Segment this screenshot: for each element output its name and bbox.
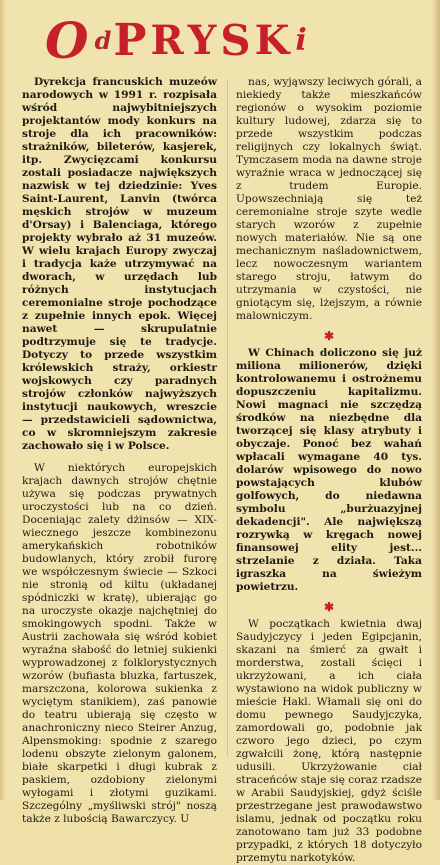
masthead-letter-o: O	[45, 11, 89, 70]
masthead-letter-r: R	[150, 17, 184, 64]
article-paragraph: W niektórych europejskich krajach dawnych strojów chętnie używa się podczas prywatnych uroczystości lub na co dzień. Doceniając zalety dżinsów — XIX-wiecznego jeszcze kombinezonu amerykańskich robotników budowlanych, który zrobił furorę we współczesnym świecie — Szkoci nie stronią od kiltu (układanej spódniczki w kratę), ubierając go na uroczyste okazje najchętniej do smokingowych spodni. Także w Austrii zachowała się wśród kobiet wyraźna słabość do letniej sukienki wyprowadzonej z folklorystycznych wzorów (bufiasta bluzka, fartuszek, marszczona, kolorowa sukienka z wyciętym stanikiem), zaś panowie do teatru ubierają się często w anachroniczny nieco Steirer Anzug, Alpensmoking: spodnie z szarego lodenu obszyte zielonym galonem, białe skarpetki i długi kubrak z paskiem, ozdobiony zielonymi wyłogami i złotymi guzikami. Szczególny „myśliwski strój" noszą także z lubością Bawarczycy. U	[22, 462, 217, 825]
asterisk-separator-icon: ✱	[323, 329, 335, 343]
article-paragraph: nas, wyjąwszy leciwych górali, a niekiedy także mieszkańców regionów o wysokim poziomie kultury ludowej, zdarza się to przede wszystkim podczas religijnych czy lokalnych świąt. Tymczasem moda na dawne stroje wyraźnie wraca w jednoczącej się z trudem Europie. Upowszechniają się też ceremonialne stroje szyte wedle starych wzorów z zupełnie nowych materiałów. Nie są one mechanicznym naśladownictwem, lecz nowoczesnym wariantem starego stroju, łatwym do utrzymania w czystości, nie gniotącym się, lżejszym, a równie malowniczym.	[236, 76, 422, 322]
right-column	[236, 76, 422, 865]
column-divider	[227, 80, 228, 756]
asterisk-separator-icon: ✱	[323, 600, 335, 614]
masthead-letter-p: P	[113, 15, 147, 66]
article-paragraph: Dyrekcja francuskich muzeów narodowych w 1991 r. rozpisała wśród najwybitniejszych projektantów mody konkurs na stroje dla ich pracowników: strażników, bileterów, kasjerek, itp. Zwycięzcami konkursu zostali posiadacze największych nazwisk w tej dziedzinie: Yves Saint-Laurent, Lanvin (twórca męskich strojów w muzeum d'Orsay) i Balenciaga, którego projekty wybrało aż 31 muzeów. W wielu krajach Europy zwyczaj i tradycja każe utrzymywać na dworach, w urzędach lub różnych instytucjach ceremonialne stroje pochodzące z zupełnie innych epok. Więcej nawet — skrupulatnie podtrzymuje się te tradycje. Dotyczy to przede wszystkim królewskich straży, orkiestr wojskowych czy paradnych strojów członków najwyższych instytucji naukowych, wreszcie — przedstawicieli sądownictwa, co w skromniejszym zakresie zachowało się i w Polsce.	[22, 76, 217, 452]
masthead-letter-s: S	[220, 16, 251, 65]
page-edge-left	[0, 0, 6, 800]
masthead-letter-i: i	[295, 23, 307, 58]
masthead-title	[45, 11, 415, 70]
left-column	[22, 76, 217, 826]
masthead-letter-y: Y	[187, 17, 217, 64]
masthead-letter-k: K	[254, 17, 290, 64]
masthead-letter-d: d	[94, 26, 112, 55]
article-paragraph: W początkach kwietnia dwaj Saudyjczycy i jeden Egipcjanin, skazani na śmierć za gwałt i morderstwa, zostali ścięci i ukrzyżowani, a ich ciała wystawiono na widok publiczny w mieście Hakl. Włamali się oni do domu pewnego Saudyjczyka, zamordowali go, podobnie jak czworo jego dzieci, po czym zgwałcili żonę, którą następnie udusili. Ukrzyżowanie ciał straceńców staje się coraz rzadsze w Arabii Saudyjskiej, gdyż ściśle przestrzegane jest prawodawstwo islamu, jednak od początku roku zanotowano tam już 33 podobne przypadki, z których 18 dotyczyło przemytu narkotyków.	[236, 618, 422, 864]
article-paragraph: W Chinach doliczono się już miliona milionerów, dzięki kontrolowanemu i ostrożnemu dopuszczeniu kapitalizmu. Nowi magnaci nie szczędzą środków na niezbędne dla tworzącej się klasy atrybuty i obyczaje. Ponoć bez wahań wpłacali wymagane 40 tys. dolarów wpisowego do nowo powstających klubów golfowych, do niedawna symbolu „burżuazyjnej dekadencji". Ale największą rozrywką w kręgach nowej finansowej elity jest... strzelanie z działa. Taka igraszka na świeżym powietrzu.	[236, 347, 422, 593]
page-edge-right	[432, 0, 440, 800]
